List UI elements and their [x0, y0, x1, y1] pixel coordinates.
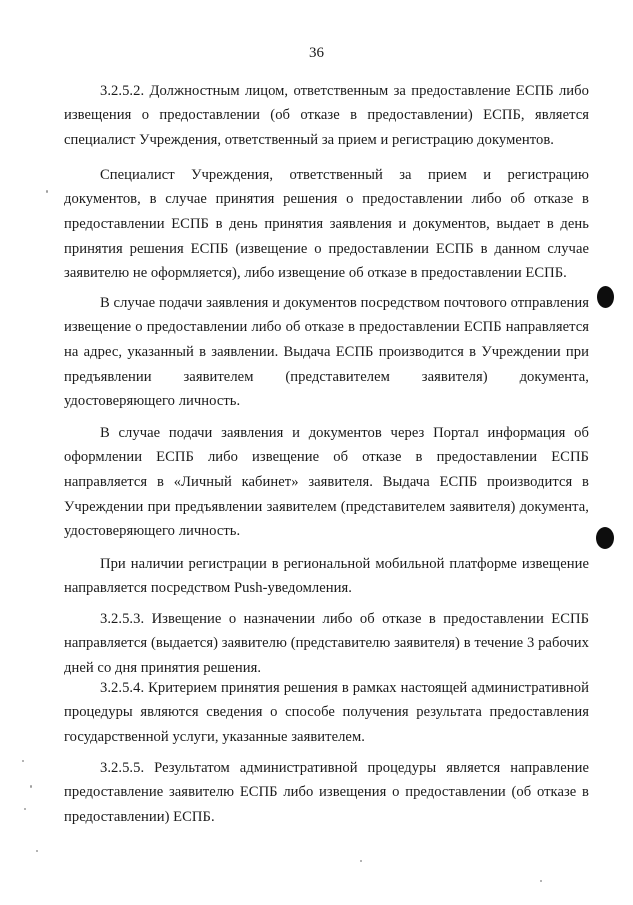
paragraph-postal-submission: В случае подачи заявления и документов посредством почтового отправления извещение о предоставлении либо об отказе в предоставлении ЕСПБ направляется на адрес, указанный в заявлении. Выдача ЕСПБ производится в Учреждении при предъявлении заявителем (представителем заявителя) документа, удостоверяющего личность.	[64, 294, 589, 410]
scan-speck	[36, 850, 38, 852]
paragraph-3-2-5-3: 3.2.5.3. Извещение о назначении либо об отказе в предоставлении ЕСПБ направляется (выдается) заявителю (представителю заявителя) в течение 3 рабочих дней со дня принятия решения.	[64, 610, 589, 676]
paragraph-3-2-5-4: 3.2.5.4. Критерием принятия решения в рамках настоящей административной процедуры являются сведения о способе получения результата предоставления государственной услуги, указанные заявителем.	[64, 679, 589, 745]
page-number: 36	[309, 45, 324, 61]
scan-speck	[22, 760, 24, 762]
scan-speck	[24, 808, 26, 810]
punch-hole-mark	[596, 527, 614, 549]
scan-speck	[46, 190, 48, 193]
scan-speck	[540, 880, 542, 882]
paragraph-3-2-5-5: 3.2.5.5. Результатом административной процедуры является направление предоставление заявителю ЕСПБ либо извещения о предоставлении (об отказе в предоставлении) ЕСПБ.	[64, 759, 589, 825]
paragraph-3-2-5-2: 3.2.5.2. Должностным лицом, ответственным за предоставление ЕСПБ либо извещения о предоставлении (об отказе в предоставлении) ЕСПБ, является специалист Учреждения, ответственный за прием и регистрацию документов.	[64, 82, 589, 148]
paragraph-specialist: Специалист Учреждения, ответственный за прием и регистрацию документов, в случае принятия решения о предоставлении либо об отказе в предоставлении ЕСПБ в день принятия заявления и документов, выдает в день принятия решения ЕСПБ (извещение о предоставлении ЕСПБ в данном случае заявителю не оформляется), либо извещение об отказе в предоставлении ЕСПБ.	[64, 166, 589, 282]
paragraph-push-notification: При наличии регистрации в региональной мобильной платформе извещение направляется посредством Push-уведомления.	[64, 555, 589, 597]
scan-speck	[360, 860, 362, 862]
scan-speck	[30, 785, 32, 788]
paragraph-portal-submission: В случае подачи заявления и документов через Портал информация об оформлении ЕСПБ либо извещение об отказе в предоставлении ЕСПБ направляется в «Личный кабинет» заявителя. Выдача ЕСПБ производится в Учреждении при предъявлении заявителем (представителем заявителя) документа, удостоверяющего личность.	[64, 424, 589, 540]
punch-hole-mark	[597, 286, 614, 308]
